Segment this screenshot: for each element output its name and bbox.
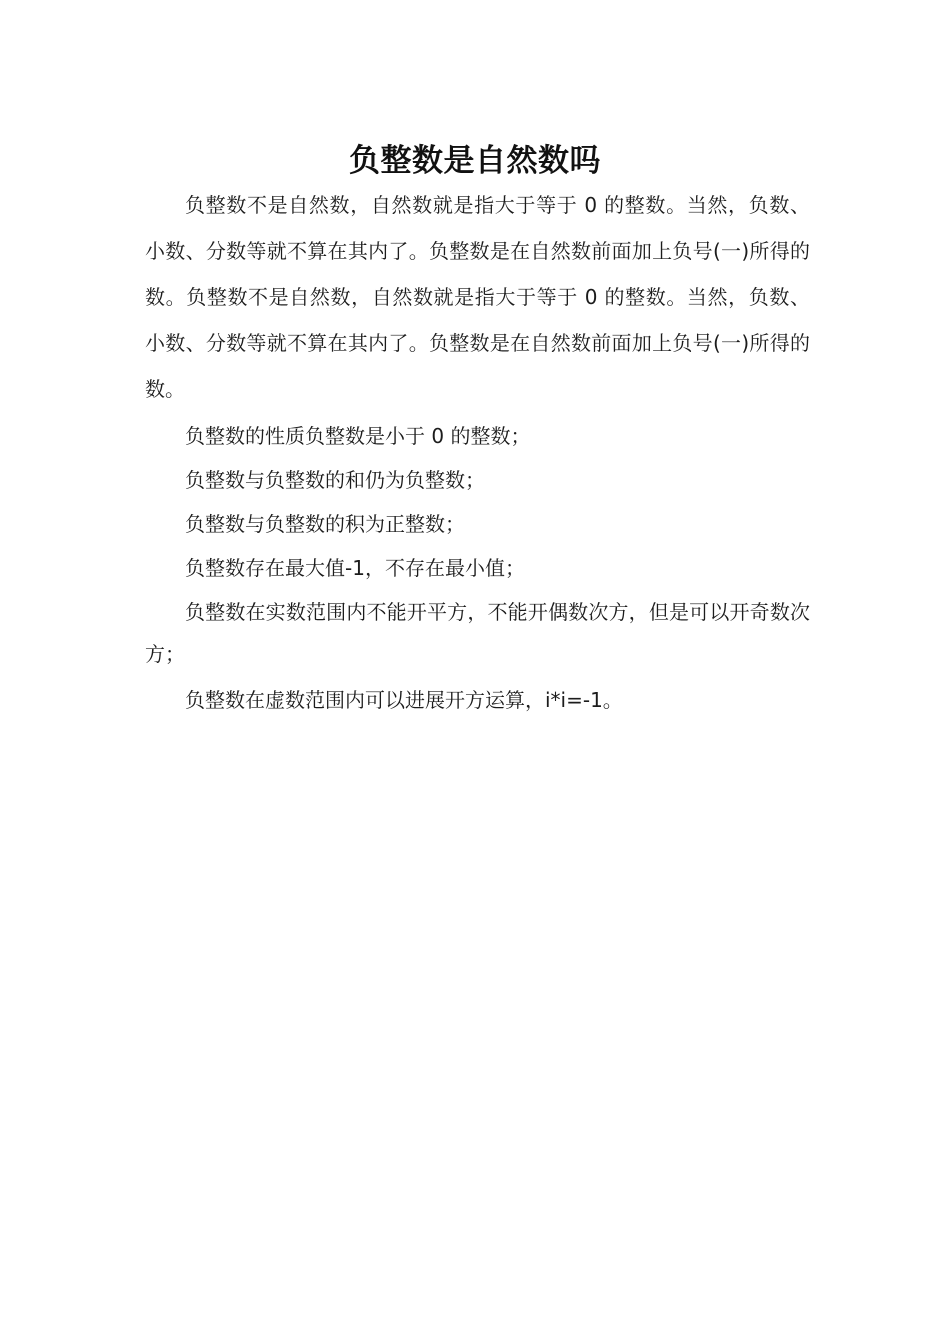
paragraph-definition: 负整数不是自然数，自然数就是指大于等于 0 的整数。当然，负数、小数、分数等就不算在其内了。负整数是在自然数前面加上负号(一)所得的数。负整数不是自然数，自然数就是指大于等于 0 的整数。当然，负数、小数、分数等就不算在其内了。负整数是在自然数前面加上负号(一)所得的数。 <box>145 193 810 401</box>
paragraph-property-imaginary: 负整数在虚数范围内可以进展开方运算，i*i=-1。 <box>185 688 623 712</box>
document-title: 负整数是自然数吗 <box>349 142 601 179</box>
document-body <box>145 182 810 719</box>
paragraph-property-less-than-zero: 负整数的性质负整数是小于 0 的整数； <box>185 424 531 448</box>
paragraph-property-max-value: 负整数存在最大值-1，不存在最小值； <box>185 556 525 580</box>
paragraph-property-sum: 负整数与负整数的和仍为负整数； <box>185 468 485 492</box>
paragraph-property-roots: 负整数在实数范围内不能开平方，不能开偶数次方，但是可以开奇数次方； <box>145 600 810 666</box>
paragraph-property-product: 负整数与负整数的积为正整数； <box>185 512 465 536</box>
